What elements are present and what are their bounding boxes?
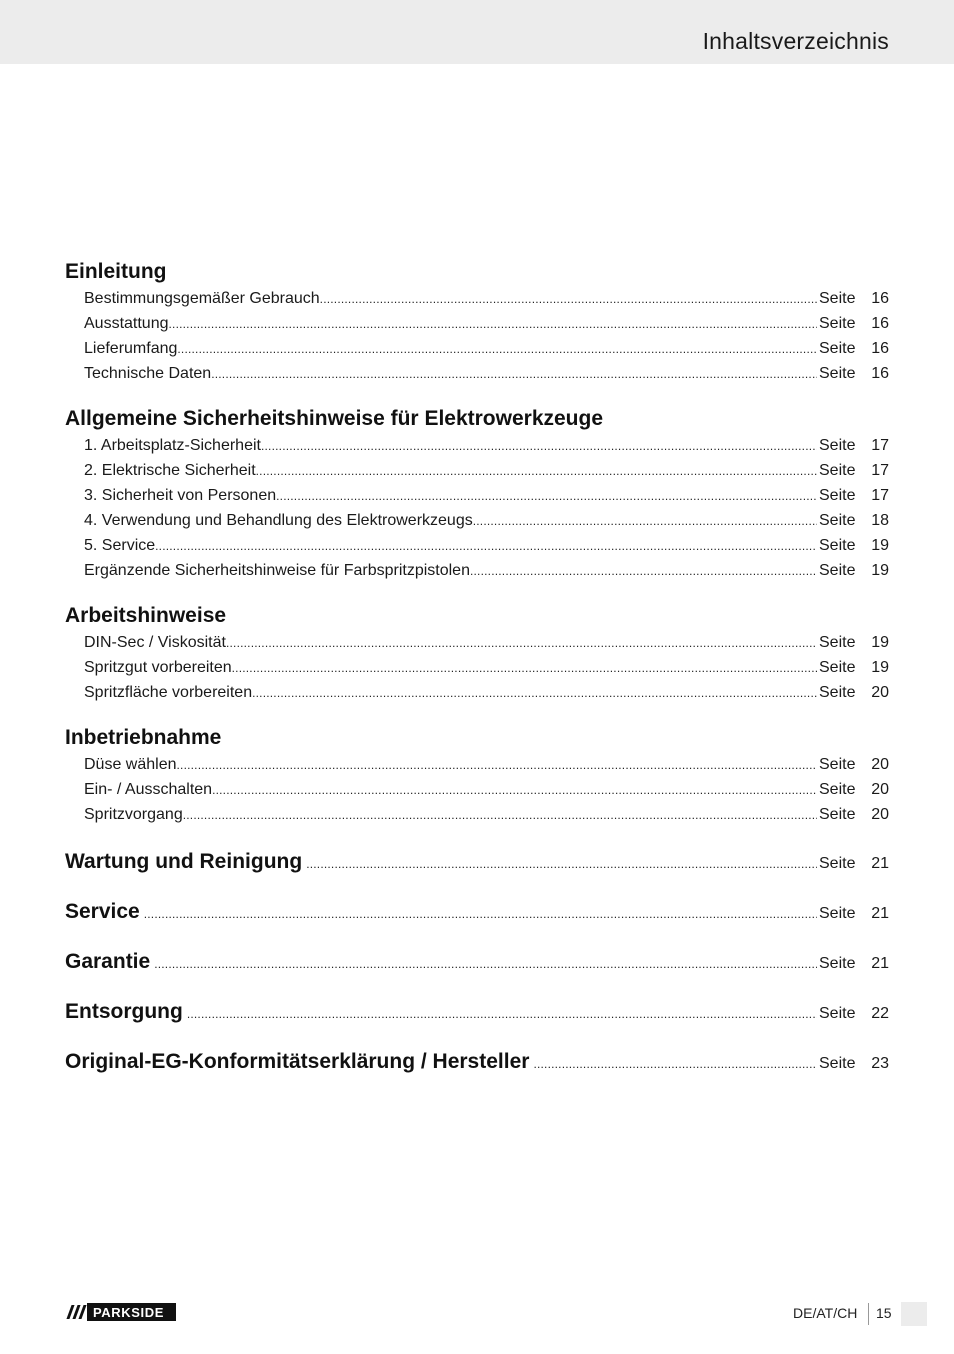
page-title: Inhaltsverzeichnis — [702, 28, 889, 54]
seite-label: Seite — [819, 659, 856, 676]
footer-page-number: 15 — [876, 1305, 892, 1321]
toc-page-number: 22 — [871, 1005, 889, 1022]
toc-entry-label: Bestimmungsgemäßer Gebrauch — [84, 290, 320, 307]
toc-entry-label: Spritzgut vorbereiten — [84, 659, 232, 676]
toc-entry[interactable] — [65, 361, 889, 386]
toc-entry-label: 5. Service — [84, 537, 156, 554]
seite-label: Seite — [819, 487, 856, 504]
toc-entry[interactable] — [65, 311, 889, 336]
dot-leader — [211, 362, 817, 387]
toc-entry[interactable] — [65, 752, 889, 777]
section-title: Inbetriebnahme — [65, 726, 222, 749]
toc-entry-label: Lieferumfang — [84, 340, 178, 357]
toc-page-number: 20 — [871, 684, 889, 701]
seite-label: Seite — [819, 806, 856, 823]
toc-page-number: 17 — [871, 462, 889, 479]
toc-entry-label: 3. Sicherheit von Personen — [84, 487, 277, 504]
dot-leader — [232, 656, 817, 681]
dot-leader — [177, 753, 818, 778]
toc-page-number: 18 — [871, 512, 889, 529]
dot-leader — [183, 803, 817, 828]
dot-leader — [155, 534, 817, 559]
section-title: Allgemeine Sicherheitshinweise für Elektrowerkzeuge — [65, 407, 604, 430]
toc-page-number: 16 — [871, 290, 889, 307]
toc-entry[interactable] — [65, 533, 889, 558]
parkside-logo — [65, 1303, 176, 1321]
toc-main-entry[interactable] — [65, 1037, 889, 1087]
seite-label: Seite — [819, 855, 856, 872]
toc-page-number: 16 — [871, 365, 889, 382]
toc-section — [65, 258, 889, 386]
seite-label: Seite — [819, 340, 856, 357]
toc-page-number: 19 — [871, 537, 889, 554]
seite-label: Seite — [819, 781, 856, 798]
toc-entry-label: Ergänzende Sicherheitshinweise für Farbspritzpistolen — [84, 562, 470, 579]
toc-entry[interactable] — [65, 558, 889, 583]
dot-leader — [470, 559, 817, 584]
dot-leader — [261, 434, 817, 459]
toc-entry-label: Spritzfläche vorbereiten — [84, 684, 253, 701]
seite-label: Seite — [819, 634, 856, 651]
toc-entry[interactable] — [65, 655, 889, 680]
toc-page-number: 16 — [871, 315, 889, 332]
dot-leader — [252, 681, 817, 706]
toc-page-number: 19 — [871, 634, 889, 651]
toc-entry-label: DIN-Sec / Viskosität — [84, 634, 226, 651]
toc-page-number: 21 — [871, 955, 889, 972]
dot-leader — [276, 484, 817, 509]
toc-entry[interactable] — [65, 458, 889, 483]
toc-entry[interactable] — [65, 802, 889, 827]
toc-entry-label: 2. Elektrische Sicherheit — [84, 462, 256, 479]
toc-entry[interactable] — [65, 680, 889, 705]
toc-main-entry[interactable] — [65, 837, 889, 887]
toc-main-entry[interactable] — [65, 937, 889, 987]
footer-divider — [868, 1303, 869, 1325]
seite-label: Seite — [819, 512, 856, 529]
dot-leader — [187, 989, 817, 1039]
toc-page-number: 16 — [871, 340, 889, 357]
footer-locale: DE/AT/CH — [793, 1305, 858, 1321]
dot-leader — [473, 509, 817, 534]
seite-label: Seite — [819, 905, 856, 922]
seite-label: Seite — [819, 955, 856, 972]
seite-label: Seite — [819, 365, 856, 382]
toc-entry[interactable] — [65, 336, 889, 361]
seite-label: Seite — [819, 684, 856, 701]
toc-main-entry-label: Service — [65, 900, 140, 923]
dot-leader — [226, 631, 817, 656]
toc-page-number: 20 — [871, 756, 889, 773]
section-title: Einleitung — [65, 260, 167, 283]
seite-label: Seite — [819, 290, 856, 307]
dot-leader — [306, 839, 817, 889]
dot-leader — [320, 287, 817, 312]
toc-entry[interactable] — [65, 433, 889, 458]
toc-entry-label: 4. Verwendung und Behandlung des Elektrowerkzeugs — [84, 512, 473, 529]
toc-page-number: 21 — [871, 855, 889, 872]
table-of-contents — [65, 258, 889, 1087]
toc-page-number: 23 — [871, 1055, 889, 1072]
seite-label: Seite — [819, 562, 856, 579]
toc-entry-label: 1. Arbeitsplatz-Sicherheit — [84, 437, 261, 454]
seite-label: Seite — [819, 756, 856, 773]
toc-page-number: 19 — [871, 659, 889, 676]
toc-section — [65, 405, 889, 583]
toc-entry-label: Ein- / Ausschalten — [84, 781, 213, 798]
toc-main-entry[interactable] — [65, 987, 889, 1037]
footer-tab-box — [901, 1302, 927, 1326]
seite-label: Seite — [819, 1055, 856, 1072]
toc-page-number: 20 — [871, 806, 889, 823]
dot-leader — [177, 337, 817, 362]
toc-page-number: 17 — [871, 437, 889, 454]
toc-entry-label: Ausstattung — [84, 315, 169, 332]
toc-page-number: 20 — [871, 781, 889, 798]
toc-page-number: 21 — [871, 905, 889, 922]
dot-leader — [144, 889, 817, 939]
toc-entry-label: Technische Daten — [84, 365, 212, 382]
toc-entry[interactable] — [65, 483, 889, 508]
toc-main-entry[interactable] — [65, 887, 889, 937]
toc-entry[interactable] — [65, 630, 889, 655]
toc-entry-label: Düse wählen — [84, 756, 177, 773]
toc-entry[interactable] — [65, 286, 889, 311]
dot-leader — [533, 1039, 817, 1089]
toc-entry[interactable] — [65, 508, 889, 533]
dot-leader — [154, 939, 817, 989]
seite-label: Seite — [819, 462, 856, 479]
toc-page-number: 19 — [871, 562, 889, 579]
toc-main-entry-label: Wartung und Reinigung — [65, 850, 303, 873]
toc-entry[interactable] — [65, 777, 889, 802]
toc-entry-label: Spritzvorgang — [84, 806, 183, 823]
dot-leader — [169, 312, 818, 337]
section-title: Arbeitshinweise — [65, 604, 227, 627]
seite-label: Seite — [819, 315, 856, 332]
dot-leader — [256, 459, 817, 484]
logo-stripes-icon — [65, 1303, 87, 1321]
toc-section — [65, 724, 889, 827]
seite-label: Seite — [819, 437, 856, 454]
seite-label: Seite — [819, 537, 856, 554]
toc-main-entry-label: Garantie — [65, 950, 151, 973]
toc-main-entry-label: Original-EG-Konformitätserklärung / Hersteller — [65, 1050, 530, 1073]
toc-main-entry-label: Entsorgung — [65, 1000, 183, 1023]
toc-section — [65, 602, 889, 705]
logo-text: PARKSIDE — [93, 1304, 165, 1320]
seite-label: Seite — [819, 1005, 856, 1022]
dot-leader — [212, 778, 817, 803]
toc-page-number: 17 — [871, 487, 889, 504]
